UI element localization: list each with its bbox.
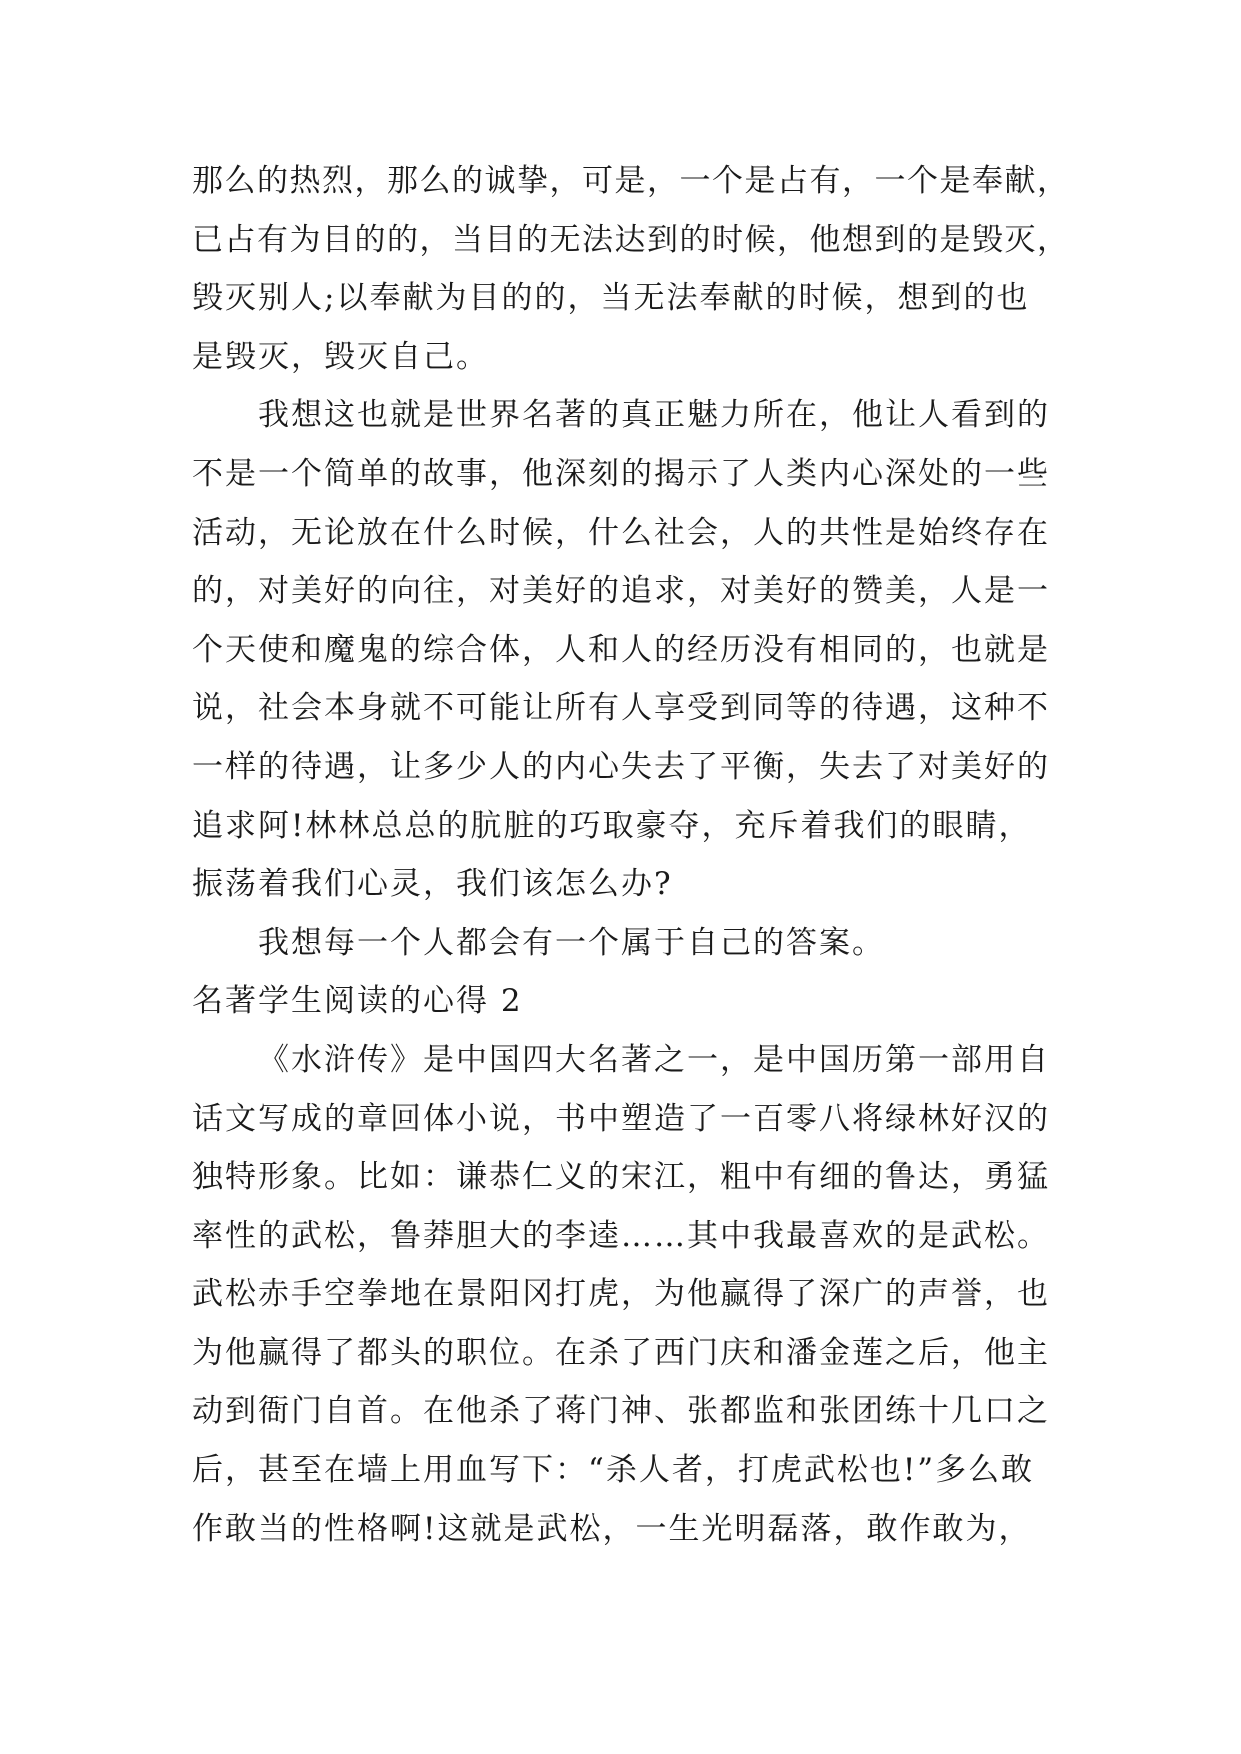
- text-line: 作敢当的性格啊!这就是武松，一生光明磊落，敢作敢为，: [192, 1510, 1032, 1547]
- text-line: 话文写成的章回体小说，书中塑造了一百零八将绿林好汉的: [192, 1100, 1050, 1137]
- text-line: 武松赤手空拳地在景阳冈打虎，为他赢得了深广的声誉，也: [192, 1276, 1050, 1313]
- text-line: 追求阿!林林总总的肮脏的巧取豪夺，充斥着我们的眼睛，: [192, 807, 1032, 844]
- paragraph-first-line: 《水浒传》是中国四大名著之一，是中国历第一部用自: [258, 1041, 1050, 1078]
- text-line: 振荡着我们心灵，我们该怎么办?: [192, 866, 673, 903]
- document-body: [192, 152, 1072, 1558]
- paragraph-first-line: 我想每一个人都会有一个属于自己的答案。: [258, 924, 885, 961]
- text-line: 为他赢得了都头的职位。在杀了西门庆和潘金莲之后，他主: [192, 1334, 1050, 1371]
- text-line: 活动，无论放在什么时候，什么社会，人的共性是始终存在: [192, 514, 1050, 551]
- text-line: 独特形象。比如：谦恭仁义的宋江，粗中有细的鲁达，勇猛: [192, 1159, 1050, 1196]
- text-line: 动到衙门自首。在他杀了蒋门神、张都监和张团练十几口之: [192, 1393, 1050, 1430]
- text-line: 已占有为目的的，当目的无法达到的时候，他想到的是毁灭，: [192, 221, 1070, 258]
- text-line: 不是一个简单的故事，他深刻的揭示了人类内心深处的一些: [192, 455, 1050, 492]
- text-line: 毁灭别人;以奉献为目的的，当无法奉献的时候，想到的也: [192, 280, 1030, 317]
- text-line: 是毁灭，毁灭自己。: [192, 338, 489, 375]
- text-line: 的，对美好的向往，对美好的追求，对美好的赞美，人是一: [192, 573, 1050, 610]
- text-line: 一样的待遇，让多少人的内心失去了平衡，失去了对美好的: [192, 748, 1050, 785]
- text-line: 那么的热烈，那么的诚挚，可是，一个是占有，一个是奉献，: [192, 163, 1070, 199]
- text-line: 后，甚至在墙上用血写下：“杀人者，打虎武松也!”多么敢: [192, 1452, 1035, 1489]
- text-line: 说，社会本身就不可能让所有人享受到同等的待遇，这种不: [192, 690, 1050, 727]
- text-line: 率性的武松，鲁莽胆大的李逵……其中我最喜欢的是武松。: [192, 1217, 1050, 1254]
- section-heading: 名著学生阅读的心得 2: [192, 983, 523, 1020]
- paragraph-first-line: 我想这也就是世界名著的真正魅力所在，他让人看到的: [258, 397, 1050, 434]
- text-line: 个天使和魔鬼的综合体，人和人的经历没有相同的，也就是: [192, 631, 1050, 668]
